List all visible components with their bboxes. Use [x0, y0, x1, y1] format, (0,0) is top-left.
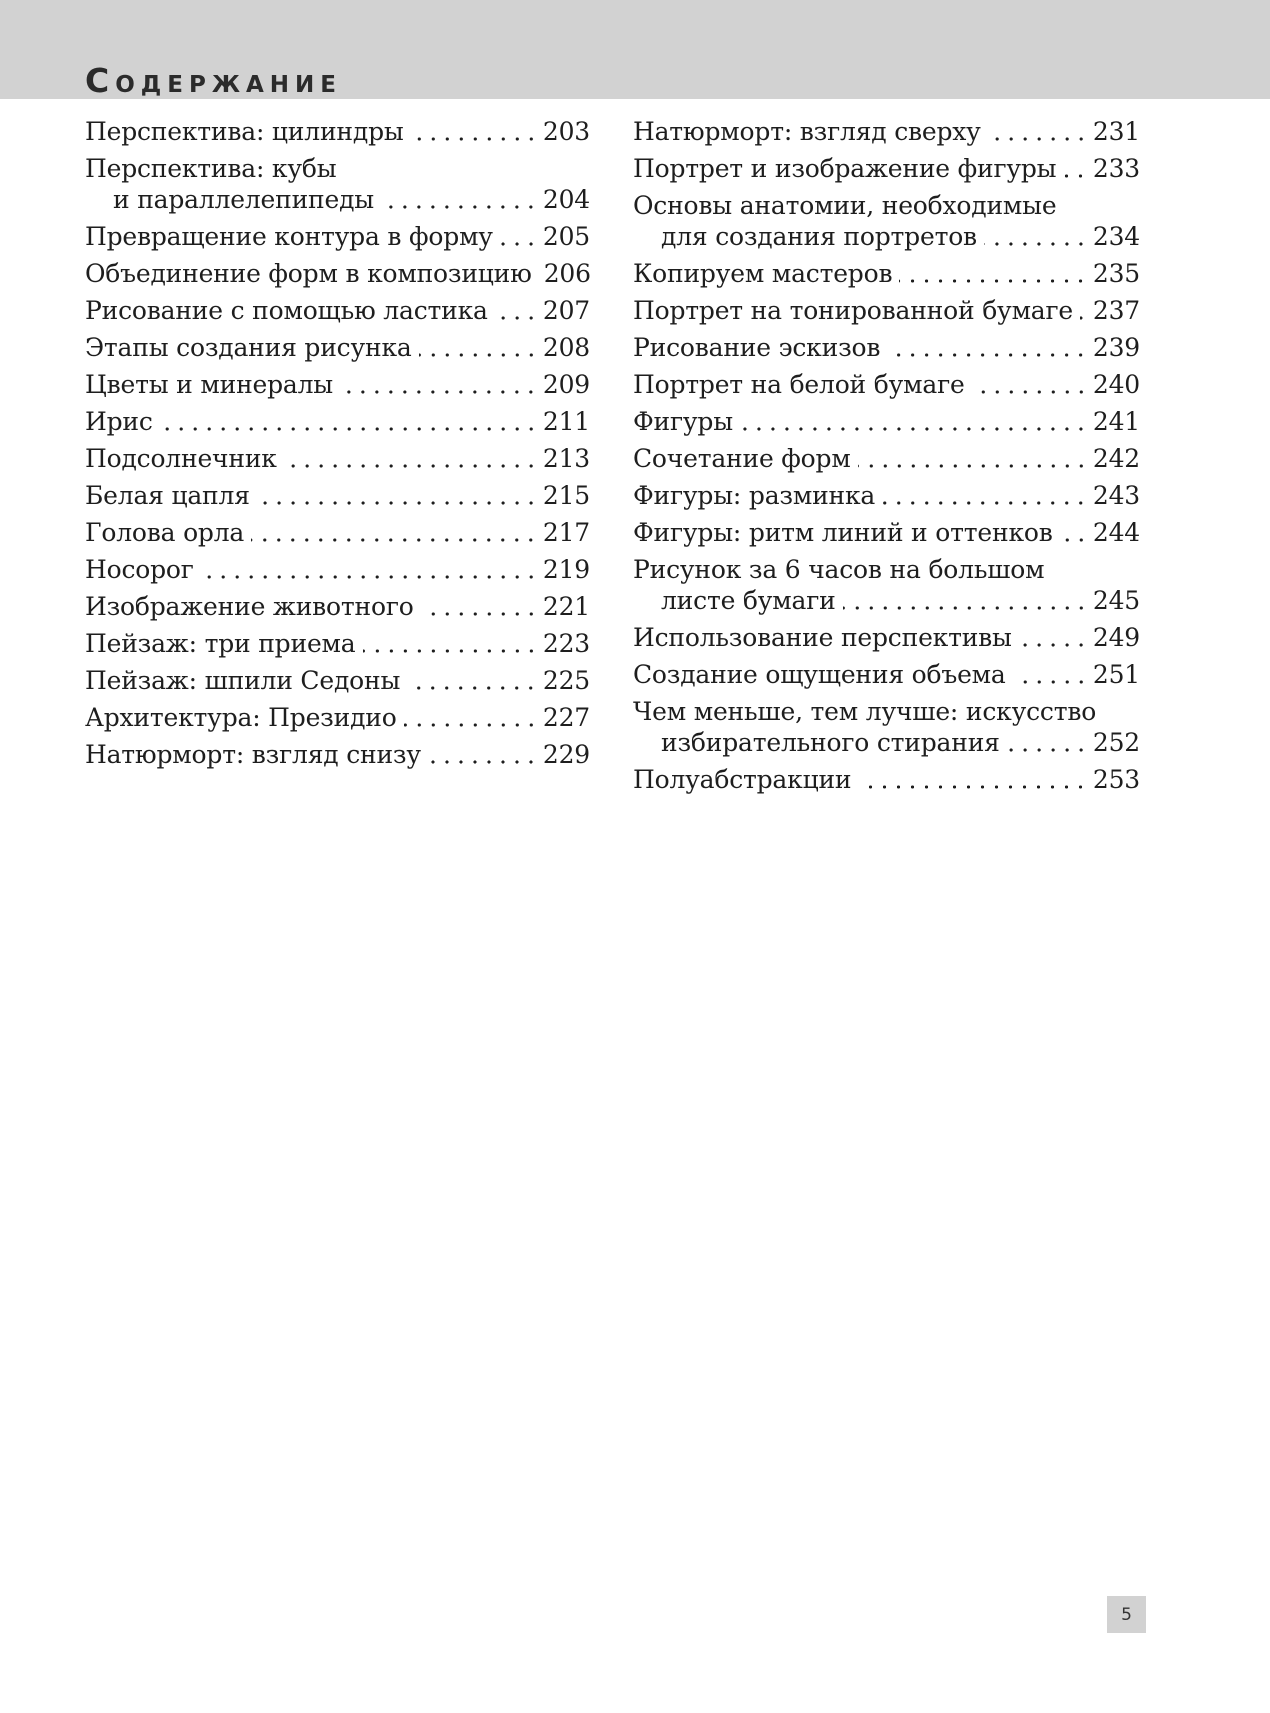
dot-leader — [153, 406, 543, 437]
dot-leader — [733, 406, 1093, 437]
toc-entry — [85, 591, 590, 622]
toc-entry — [633, 622, 1140, 653]
toc-entry — [633, 764, 1140, 795]
toc-entry-leader-line — [633, 258, 1140, 289]
toc-entry-page-number: 219 — [542, 555, 590, 584]
dot-leader — [875, 480, 1093, 511]
toc-entry-leader-line — [85, 221, 590, 252]
toc-entry-text-line: Перспектива: кубы — [85, 154, 337, 183]
toc-entry-page-number: 235 — [1092, 259, 1140, 288]
toc-entry-leader-line — [85, 258, 590, 289]
dot-leader — [977, 221, 1093, 252]
toc-entry-leader-line — [85, 184, 590, 215]
dot-leader — [412, 332, 543, 363]
dot-leader — [194, 554, 543, 585]
toc-entry-page-number: 252 — [1092, 728, 1140, 757]
toc-entry — [85, 665, 590, 696]
toc-entry — [633, 696, 1140, 758]
dot-leader — [981, 116, 1093, 147]
toc-entry-title: Полуабстракции — [633, 765, 852, 794]
toc-entry-title: Сочетание форм — [633, 444, 851, 473]
toc-entry-title: Ирис — [85, 407, 153, 436]
toc-entry-leader-line — [85, 591, 590, 622]
toc-entry-page-number: 242 — [1092, 444, 1140, 473]
dot-leader — [488, 295, 543, 326]
toc-entry — [633, 659, 1140, 690]
toc-entry-leader-line — [633, 764, 1140, 795]
toc-entry-leader-line — [85, 295, 590, 326]
toc-entry — [85, 443, 590, 474]
toc-entry-page-number: 209 — [542, 370, 590, 399]
toc-entry-page-number: 237 — [1092, 296, 1140, 325]
toc-entry — [85, 554, 590, 585]
toc-entry-page-number: 253 — [1092, 765, 1140, 794]
toc-entry-title: Цветы и минералы — [85, 370, 334, 399]
toc-entry-title: листе бумаги — [661, 586, 836, 615]
toc-entry-page-number: 249 — [1092, 623, 1140, 652]
toc-entry-title: Пейзаж: шпили Седоны — [85, 666, 401, 695]
toc-entry-leader-line — [85, 517, 590, 548]
toc-entry-title: Перспектива: цилиндры — [85, 117, 404, 146]
dot-leader — [892, 258, 1093, 289]
toc-entry-leader-line — [85, 406, 590, 437]
toc-entry-title: Носорог — [85, 555, 194, 584]
dot-leader — [532, 258, 544, 289]
dot-leader — [851, 443, 1093, 474]
toc-entry-page-number: 204 — [542, 185, 590, 214]
dot-leader — [493, 221, 543, 252]
toc-entry-leader-line — [85, 628, 590, 659]
toc-entry-leader-line — [633, 295, 1140, 326]
toc-entry-leader-line — [633, 659, 1140, 690]
toc-entry-title: Фигуры — [633, 407, 733, 436]
dot-leader — [1000, 727, 1093, 758]
toc-entry-leader-line — [85, 665, 590, 696]
toc-entry-title: Рисование эскизов — [633, 333, 881, 362]
toc-entry-page-number: 234 — [1092, 222, 1140, 251]
dot-leader — [880, 332, 1093, 363]
toc-entry — [633, 116, 1140, 147]
toc-entry — [633, 406, 1140, 437]
toc-entry — [633, 153, 1140, 184]
toc-entry-page-number: 225 — [542, 666, 590, 695]
toc-entry-page-number: 229 — [542, 740, 590, 769]
dot-leader — [400, 665, 543, 696]
dot-leader — [333, 369, 543, 400]
toc-entry-page-number: 208 — [542, 333, 590, 362]
dot-leader — [397, 702, 543, 733]
toc-entry — [633, 480, 1140, 511]
toc-entry-leader-line — [633, 116, 1140, 147]
toc-entry-title: для создания портретов — [661, 222, 977, 251]
toc-entry-page-number: 206 — [543, 259, 591, 288]
toc-entry-page-number: 245 — [1092, 586, 1140, 615]
toc-entry — [633, 295, 1140, 326]
toc-entry-title: Архитектура: Президио — [85, 703, 397, 732]
toc-entry-text-line: Рисунок за 6 часов на большом — [633, 555, 1045, 584]
toc-entry-page-number: 239 — [1092, 333, 1140, 362]
toc-entry — [85, 480, 590, 511]
toc-entry-page-number: 217 — [542, 518, 590, 547]
toc-entry-page-number: 211 — [542, 407, 590, 436]
toc-entry-page-number: 223 — [542, 629, 590, 658]
toc-entry-leader-line — [85, 116, 590, 147]
toc-entry-text-line: Основы анатомии, необходимые — [633, 191, 1057, 220]
toc-entry-page-number: 251 — [1092, 660, 1140, 689]
toc-entry-title: Объединение форм в композицию — [85, 259, 532, 288]
toc-entry-text-line: Чем меньше, тем лучше: искусство — [633, 697, 1097, 726]
toc-entry — [85, 406, 590, 437]
dot-leader — [1056, 153, 1092, 184]
toc-entry-page-number: 233 — [1092, 154, 1140, 183]
header-band — [0, 0, 1270, 99]
toc-entry-leader-line — [633, 332, 1140, 363]
toc-entry-leader-line — [633, 221, 1140, 252]
toc-entry-leader-line — [633, 443, 1140, 474]
toc-entry-page-number: 241 — [1092, 407, 1140, 436]
toc-entry-leader-line — [85, 739, 590, 770]
dot-leader — [1073, 295, 1093, 326]
toc-entry-leader-line — [633, 727, 1140, 758]
toc-entry-leader-line — [85, 369, 590, 400]
toc-entry — [633, 190, 1140, 252]
toc-entry — [85, 221, 590, 252]
toc-entry-leader-line — [85, 702, 590, 733]
dot-leader — [1006, 659, 1093, 690]
toc-entry-leader-line — [85, 332, 590, 363]
toc-column-right — [633, 116, 1140, 801]
toc-entry-title: Натюрморт: взгляд сверху — [633, 117, 981, 146]
toc-entry — [633, 332, 1140, 363]
dot-leader — [1012, 622, 1093, 653]
toc-entry-title: Натюрморт: взгляд снизу — [85, 740, 421, 769]
toc-entry-page-number: 207 — [542, 296, 590, 325]
toc-entry-page-number: 244 — [1092, 518, 1140, 547]
toc-entry-leader-line — [633, 480, 1140, 511]
toc-entry-page-number: 205 — [542, 222, 590, 251]
toc-entry — [85, 332, 590, 363]
toc-entry — [85, 295, 590, 326]
dot-leader — [1053, 517, 1093, 548]
toc-columns — [0, 99, 1270, 801]
page-title: Содержание — [85, 61, 342, 100]
toc-entry — [633, 554, 1140, 616]
toc-entry — [85, 739, 590, 770]
toc-entry-title: Портрет на белой бумаге — [633, 370, 965, 399]
dot-leader — [836, 585, 1093, 616]
toc-entry-leader-line — [633, 585, 1140, 616]
toc-entry-title: Голова орла — [85, 518, 245, 547]
toc-entry-title: Создание ощущения объема — [633, 660, 1006, 689]
dot-leader — [414, 591, 543, 622]
toc-entry-title: Портрет и изображение фигуры — [633, 154, 1057, 183]
toc-entry-page-number: 227 — [542, 703, 590, 732]
toc-entry-title: Использование перспективы — [633, 623, 1012, 652]
toc-entry-title: Портрет на тонированной бумаге — [633, 296, 1074, 325]
toc-entry-page-number: 203 — [542, 117, 590, 146]
toc-entry-title: Превращение контура в форму — [85, 222, 493, 251]
toc-entry-title: Подсолнечник — [85, 444, 277, 473]
toc-entry — [633, 443, 1140, 474]
dot-leader — [250, 480, 543, 511]
toc-entry-title: Фигуры: ритм линий и оттенков — [633, 518, 1053, 547]
toc-entry — [85, 369, 590, 400]
toc-entry — [633, 258, 1140, 289]
dot-leader — [244, 517, 543, 548]
toc-entry-title: Копируем мастеров — [633, 259, 893, 288]
dot-leader — [356, 628, 543, 659]
dot-leader — [374, 184, 543, 215]
toc-entry-leader-line — [633, 517, 1140, 548]
toc-entry-page-number: 215 — [542, 481, 590, 510]
toc-entry-page-number: 231 — [1092, 117, 1140, 146]
toc-entry — [85, 628, 590, 659]
folio-number: 5 — [1121, 1604, 1132, 1625]
toc-entry — [633, 369, 1140, 400]
toc-entry — [85, 153, 590, 215]
toc-entry-page-number: 213 — [542, 444, 590, 473]
toc-entry — [633, 517, 1140, 548]
toc-entry-leader-line — [633, 369, 1140, 400]
toc-entry — [85, 702, 590, 733]
toc-entry-page-number: 243 — [1092, 481, 1140, 510]
toc-entry — [85, 258, 590, 289]
toc-entry-title: и параллелепипеды — [113, 185, 374, 214]
toc-entry-leader-line — [633, 622, 1140, 653]
toc-entry-leader-line — [633, 406, 1140, 437]
toc-entry-title: Изображение животного — [85, 592, 414, 621]
toc-entry-page-number: 221 — [542, 592, 590, 621]
toc-entry-leader-line — [85, 443, 590, 474]
dot-leader — [277, 443, 543, 474]
toc-entry — [85, 517, 590, 548]
toc-entry-title: избирательного стирания — [661, 728, 1000, 757]
toc-entry-leader-line — [85, 554, 590, 585]
toc-entry-leader-line — [633, 153, 1140, 184]
toc-entry-title: Белая цапля — [85, 481, 250, 510]
dot-leader — [965, 369, 1093, 400]
toc-entry-title: Фигуры: разминка — [633, 481, 876, 510]
dot-leader — [421, 739, 543, 770]
folio-box — [1107, 1596, 1146, 1633]
toc-entry — [85, 116, 590, 147]
toc-entry-title: Этапы создания рисунка — [85, 333, 412, 362]
toc-entry-title: Рисование с помощью ластика — [85, 296, 488, 325]
toc-column-left — [85, 116, 590, 801]
toc-entry-page-number: 240 — [1092, 370, 1140, 399]
dot-leader — [404, 116, 543, 147]
toc-entry-leader-line — [85, 480, 590, 511]
dot-leader — [851, 764, 1093, 795]
toc-entry-title: Пейзаж: три приема — [85, 629, 356, 658]
